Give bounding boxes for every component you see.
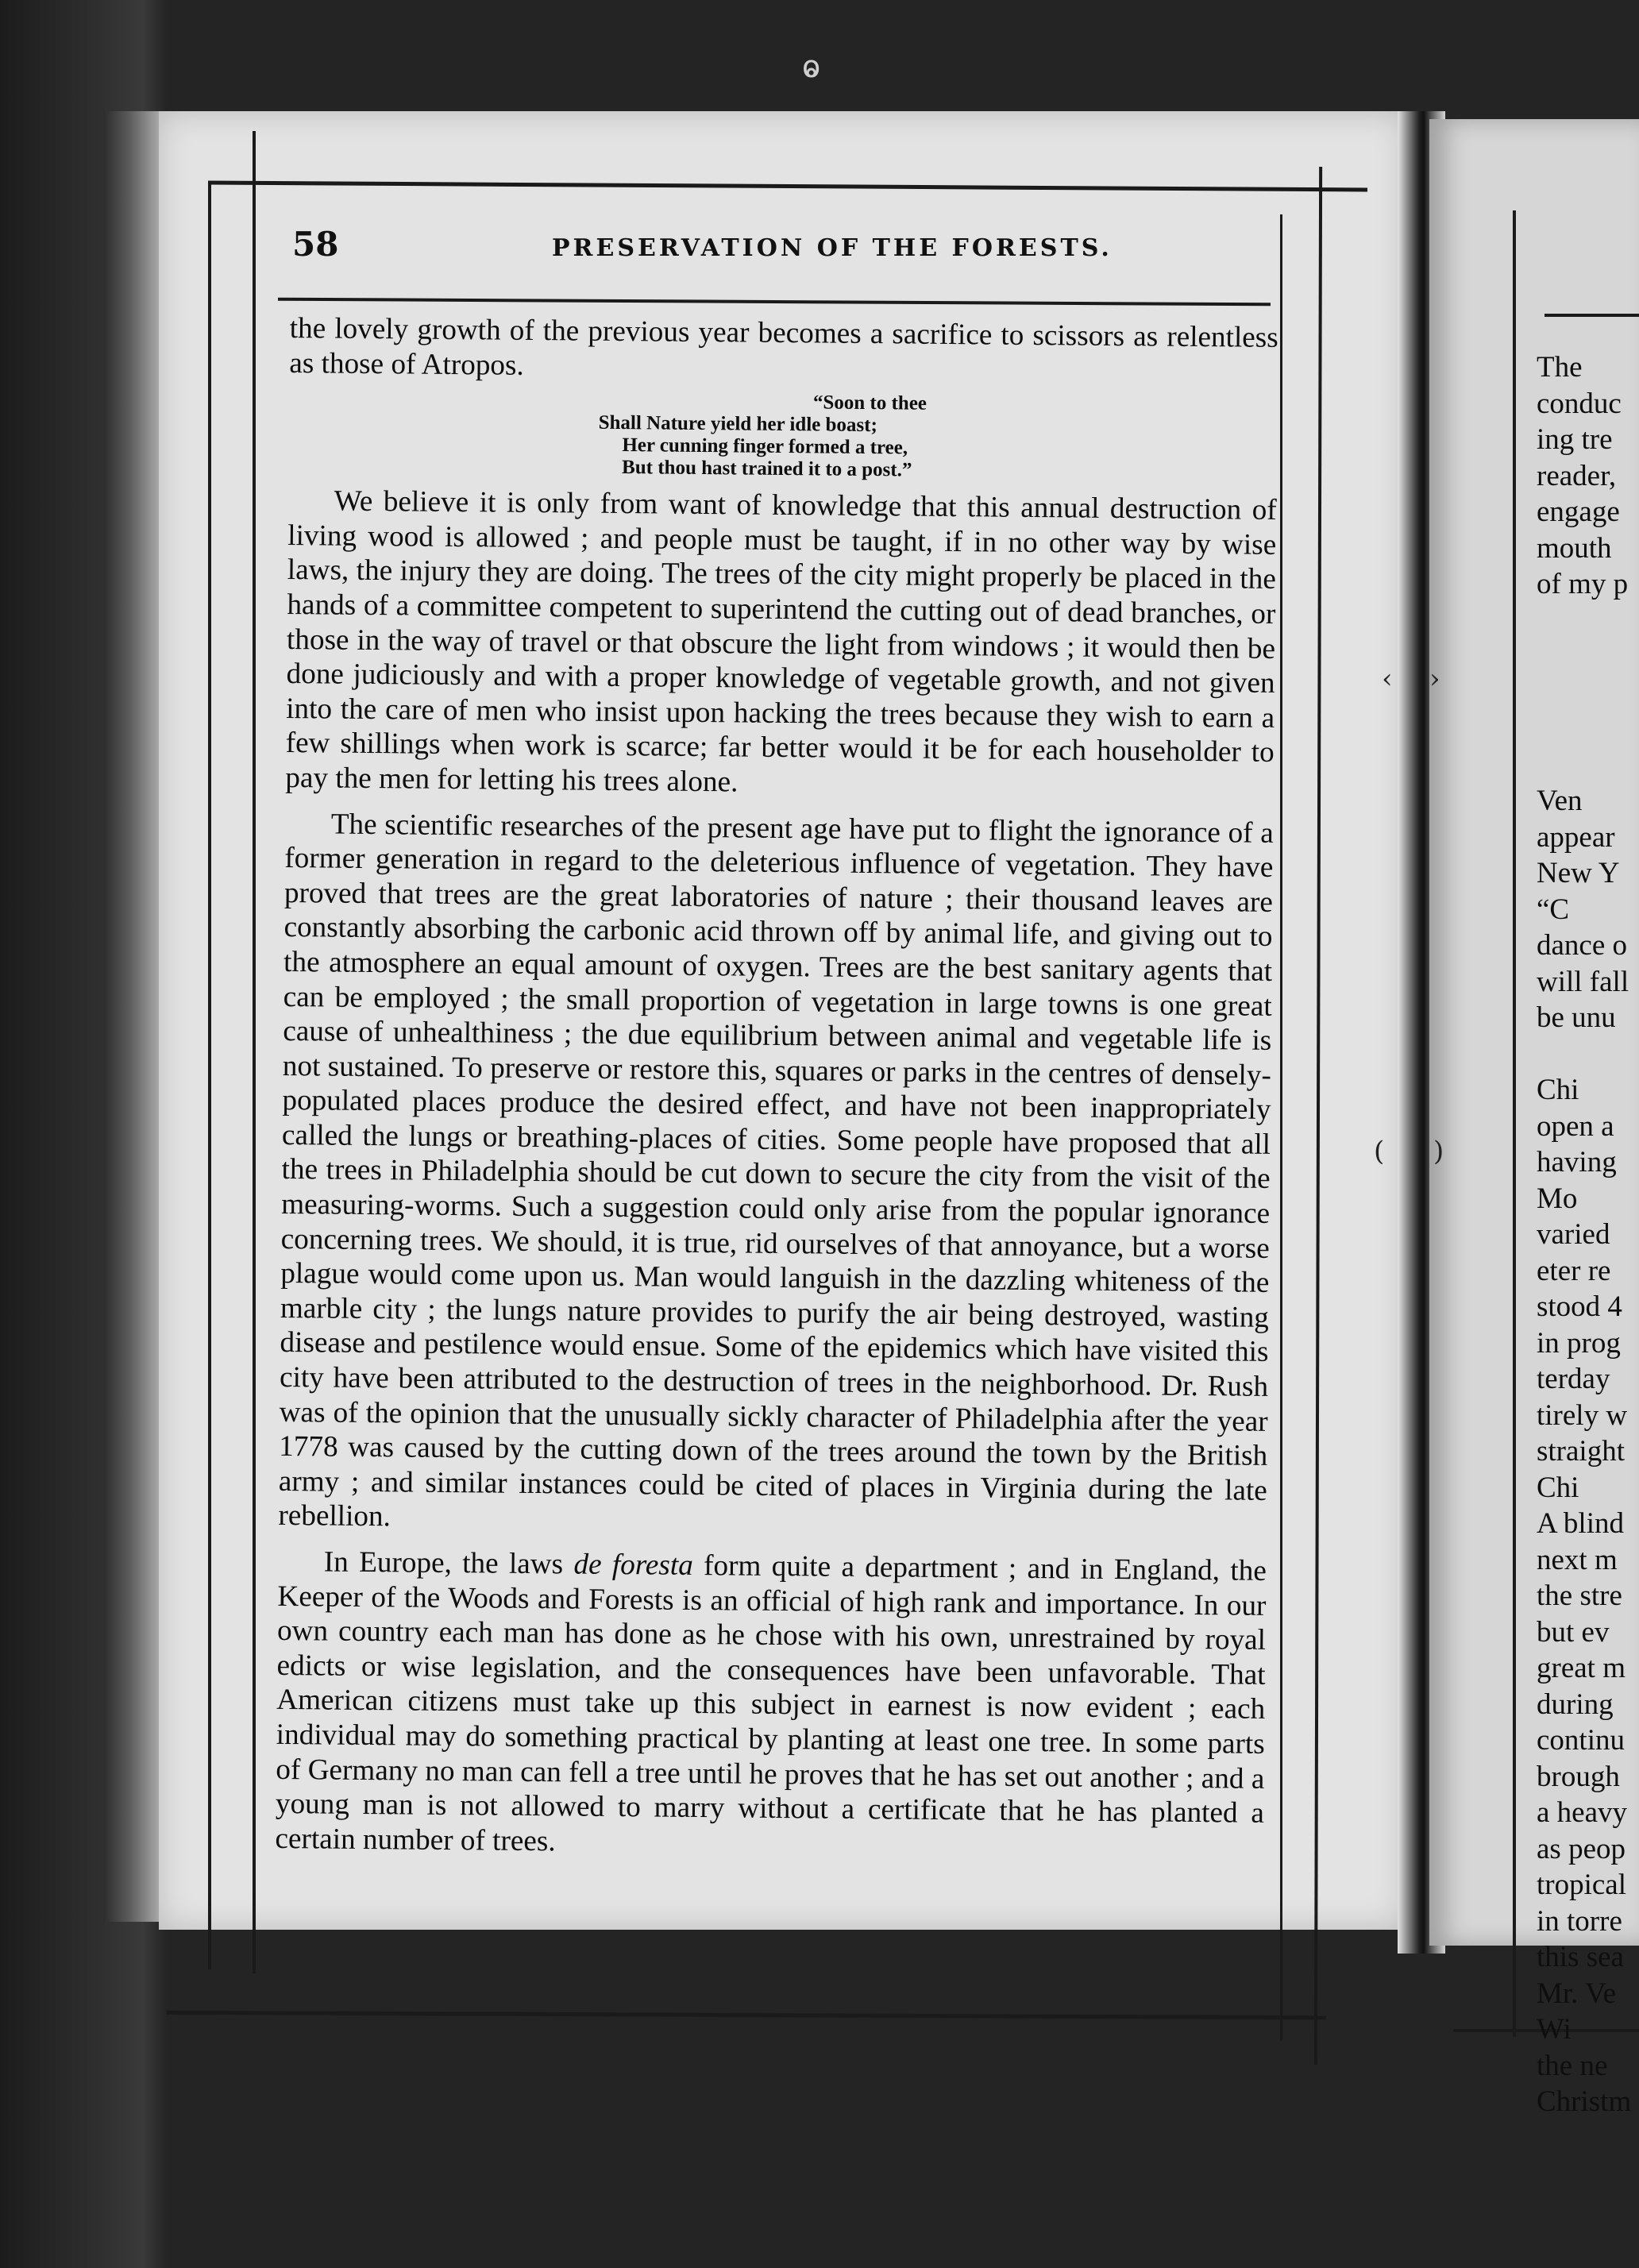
right-page-line: this sea [1537, 1941, 1624, 1973]
right-page-line: “C [1537, 893, 1570, 926]
right-page-line: the stre [1537, 1580, 1622, 1612]
right-page-line: next m [1537, 1543, 1618, 1576]
margin-mark: › [1429, 663, 1440, 695]
right-page-line: engage [1537, 496, 1620, 528]
verse-line: “Soon to thee [812, 392, 927, 415]
right-page-line: terday [1537, 1363, 1610, 1395]
right-page-line: having [1537, 1146, 1617, 1178]
right-page-line: brough [1537, 1760, 1620, 1793]
right-page-line: dance o [1537, 929, 1628, 962]
right-page-line [1537, 711, 1639, 747]
right-page-line: in torre [1537, 1904, 1622, 1938]
verse-line: Her cunning finger formed a tree, [622, 434, 908, 459]
right-page-frame-rule [1513, 210, 1516, 2037]
frame-rule-right-inner [1280, 214, 1282, 2041]
right-page-line [1537, 638, 1639, 675]
right-page-line: but ev [1537, 1615, 1610, 1649]
right-page-line: during [1537, 1688, 1614, 1721]
right-page-line: will fall [1537, 965, 1629, 998]
right-page-line: Chi [1537, 1471, 1579, 1504]
margin-mark: ) [1433, 1136, 1444, 1167]
paragraph-text: In Europe, the laws [323, 1545, 574, 1581]
right-page-line: The [1537, 351, 1583, 384]
book-spine [103, 111, 167, 1922]
right-page-line: tropical [1537, 1869, 1627, 1901]
right-page-line: stood 4 [1537, 1290, 1622, 1323]
film-registration-mark: ⱺ [802, 49, 821, 84]
paragraph: We believe it is only from want of knowledge that this annual destruction of living wood is allowed ; and people must be taught, if in no other way by wise laws, the injury they are doing. The trees of the city might properly be placed in the hands of a committee competent to superintend the cutting out of dead branches, or those in the way of travel or that obscure the light from windows ; it would then be done judiciously and with a proper knowledge of vegetable growth, and not given into the care of men who insist upon hacking the trees because they wish to earn a few shillings when work is scarce; far better would it be for each householder to pay the men for letting his trees alone. [285, 484, 1277, 799]
right-page-line [1537, 747, 1639, 784]
right-page-line: varied [1537, 1218, 1610, 1251]
margin-mark: ‹ [1382, 663, 1393, 695]
right-page-line: continu [1537, 1724, 1625, 1757]
paragraph-text: form quite a department ; and in England, the Keeper of the Woods and Forests is an official of high rank and importance. In our own country each man has done as he chose with his own, unrestrained by royal edicts or wise legislation, and the consequences have been unfavorable. That American citizens must take up this subject in earnest is now evident ; each individual may do something practical by planting at least one tree. In some parts of Germany no man can fell a tree until he proves that he has set out another ; and a young man is not allowed to marry without a certificate that he has planted a certain number of trees. [275, 1549, 1267, 1858]
right-page-line: mouth [1537, 531, 1612, 565]
verse-quotation [288, 387, 1278, 485]
page-number: 58 [292, 225, 339, 264]
opening-text: the lovely growth of the previous year becomes a sacrifice to scissors as relentless as those of Atropos. [289, 311, 1278, 382]
right-page-line: a heavy [1537, 1796, 1628, 1829]
right-page-line: as peop [1537, 1832, 1626, 1865]
right-page-text [1537, 349, 1639, 2120]
right-page-line: Mo [1537, 1182, 1578, 1215]
right-page-line: of my p [1537, 568, 1629, 600]
right-page-line: Wi [1537, 2013, 1572, 2046]
article-body [275, 311, 1278, 1865]
right-page-line: appear [1537, 820, 1615, 854]
right-page-line: New Y [1537, 857, 1620, 889]
right-page-line [1537, 1036, 1639, 1073]
latin-phrase: de foresta [573, 1548, 694, 1582]
right-page-line: ing tre [1537, 423, 1613, 456]
right-page-line: open a [1537, 1109, 1614, 1143]
right-page-line: conduc [1537, 387, 1622, 420]
frame-rule-left-inner [253, 131, 256, 1973]
right-page-line: tirely w [1537, 1398, 1628, 1432]
right-page-line: the ne [1537, 2049, 1608, 2082]
verse-line: Shall Nature yield her idle boast; [598, 411, 877, 437]
running-head: PRESERVATION OF THE FORESTS. [552, 234, 1113, 262]
right-page-line: A blind [1537, 1507, 1624, 1540]
right-page-line: Chi [1537, 1074, 1579, 1106]
right-page-line: Christm [1537, 2085, 1632, 2118]
right-page-line: Ven [1537, 785, 1583, 817]
right-page-line: eter re [1537, 1254, 1611, 1287]
right-page-header-rule [1545, 314, 1639, 317]
paragraph: The scientific researches of the present age have put to flight the ignorance of a former generation in regard to the deleterious influence of vegetation. They have proved that trees are the great laboratories of nature ; their thousand leaves are constantly absorbing the carbonic acid thrown off by animal life, and giving out to the atmosphere an equal amount of oxygen. Trees are the best sanitary agents that can be employed ; the small proportion of vegetation in large towns is one great cause of unhealthiness ; the due equilibrium between animal and vegetable life is not sustained. To preserve or restore this, squares or parks in the centres of densely-populated places produce the desired effect, and have not been inappropriately called the lungs or breathing-places of cities. Some people have proposed that all the trees in Philadelphia should be cut down to secure the city from the visit of the measuring-worms. Such a suggestion could only arise from the popular ignorance concerning trees. We should, it is true, rid ourselves of that annoyance, but a worse plague would come upon us. Man would languish in the dazzling whiteness of the marble city ; the lungs nature provides to purify the air being destroyed, wasting disease and pestilence would ensue. Some of the epidemics which have visited this city have been attributed to the destruction of trees in the neighborhood. Dr. Rush was of the opinion that the unusually sickly character of Philadelphia after the year 1778 was caused by the cutting down of the trees around the town by the British army ; and similar instances could be cited of places in Virginia during the late rebellion. [278, 808, 1274, 1533]
frame-rule-left [208, 183, 211, 1969]
margin-mark: ( [1374, 1136, 1385, 1167]
verse-line: But thou hast trained it to a post.” [622, 457, 912, 481]
paragraph [275, 1545, 1267, 1865]
right-page-line: great m [1537, 1652, 1626, 1684]
right-page-line: in prog [1537, 1326, 1621, 1360]
right-page-line: be unu [1537, 1001, 1616, 1034]
right-page-line: Mr. Ve [1537, 1977, 1617, 2010]
right-page-line: straight [1537, 1435, 1625, 1468]
right-page-line [1537, 603, 1639, 639]
right-page-line: reader, [1537, 459, 1617, 492]
right-page-line [1537, 675, 1639, 712]
